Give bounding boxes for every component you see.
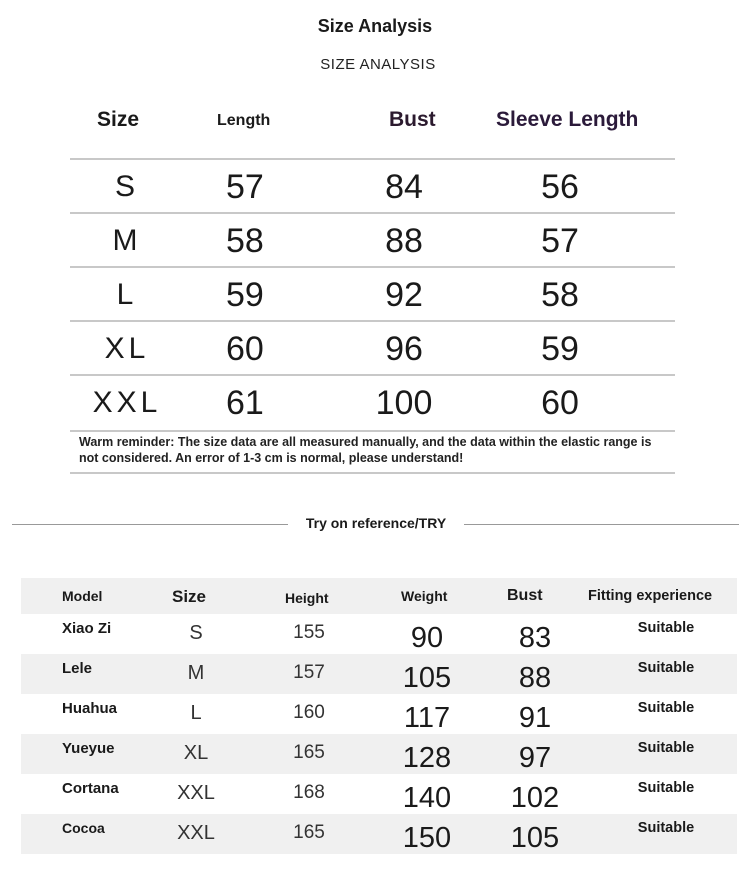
table-row <box>21 654 737 694</box>
model-cell: Yueyue <box>62 740 115 757</box>
fit-cell: Suitable <box>637 700 695 716</box>
size-cell: S <box>189 622 203 644</box>
column-header-length: Length <box>217 112 271 129</box>
weight-cell: 150 <box>402 822 452 854</box>
size-chart-header <box>70 96 675 160</box>
bust-cell: 96 <box>385 330 423 368</box>
table-row <box>70 322 675 376</box>
measurement-note: Warm reminder: The size data are all measured manually, and the data within the elastic range is not considered. An error of 1-3 cm is normal, please understand! <box>70 432 675 474</box>
height-cell: 155 <box>293 622 325 643</box>
column-header-bust: Bust <box>507 587 543 604</box>
fit-cell: Suitable <box>637 740 695 756</box>
fit-cell: Suitable <box>637 660 695 676</box>
table-row <box>21 734 737 774</box>
table-row <box>70 160 675 214</box>
column-header-model: Model <box>62 588 103 604</box>
fit-cell: Suitable <box>637 820 695 836</box>
height-cell: 165 <box>293 742 325 763</box>
table-row <box>70 214 675 268</box>
fit-cell: Suitable <box>637 780 695 796</box>
bust-cell: 83 <box>518 622 552 654</box>
height-cell: 165 <box>293 822 325 843</box>
model-cell: Xiao Zi <box>62 620 112 637</box>
weight-cell: 90 <box>410 622 444 654</box>
weight-cell: 128 <box>402 742 452 774</box>
bust-cell: 88 <box>518 662 552 694</box>
column-header-bust: Bust <box>389 108 436 131</box>
weight-cell: 117 <box>403 702 451 734</box>
length-cell: 60 <box>226 330 264 368</box>
size-cell: L <box>190 702 202 724</box>
column-header-size: Size <box>97 108 140 131</box>
page-title: Size Analysis <box>317 16 433 36</box>
table-row <box>21 814 737 854</box>
column-header-weight: Weight <box>401 588 448 604</box>
size-cell: XL <box>104 332 150 365</box>
sleeve-cell: 58 <box>541 276 579 314</box>
table-row <box>21 614 737 654</box>
sleeve-cell: 59 <box>541 330 579 368</box>
height-cell: 160 <box>293 702 325 723</box>
size-cell: M <box>187 662 205 684</box>
table-row <box>21 694 737 734</box>
column-header-fitting-experience: Fitting experience <box>588 588 713 604</box>
fit-cell: Suitable <box>637 620 695 636</box>
bust-cell: 91 <box>518 702 552 734</box>
try-on-header <box>21 578 737 614</box>
section-divider <box>12 515 739 533</box>
length-cell: 58 <box>226 222 264 260</box>
size-cell: XXL <box>92 386 162 419</box>
sleeve-cell: 57 <box>541 222 579 260</box>
divider-line-right <box>464 524 739 525</box>
size-cell: M <box>112 224 142 257</box>
length-cell: 59 <box>226 276 264 314</box>
height-cell: 168 <box>293 782 325 803</box>
table-row <box>70 268 675 322</box>
sleeve-cell: 60 <box>541 384 579 422</box>
bust-cell: 92 <box>385 276 423 314</box>
size-cell: S <box>114 170 139 203</box>
section-heading-try-on: Try on reference/TRY <box>305 515 447 531</box>
model-cell: Huahua <box>62 700 118 717</box>
length-cell: 61 <box>226 384 264 422</box>
sleeve-cell: 56 <box>541 168 579 206</box>
column-header-sleeve-length: Sleeve Length <box>496 108 639 131</box>
divider-line-left <box>12 524 288 525</box>
bust-cell: 100 <box>375 384 433 422</box>
table-row <box>21 774 737 814</box>
size-cell: L <box>116 278 138 311</box>
bust-cell: 84 <box>385 168 423 206</box>
model-cell: Cortana <box>62 780 119 797</box>
page-subtitle: SIZE ANALYSIS <box>320 56 436 73</box>
column-header-height: Height <box>285 590 329 606</box>
bust-cell: 102 <box>510 782 560 814</box>
length-cell: 57 <box>226 168 264 206</box>
weight-cell: 105 <box>402 662 452 694</box>
size-cell: XXL <box>177 782 215 804</box>
size-cell: XL <box>183 742 209 764</box>
size-cell: XXL <box>177 822 215 844</box>
weight-cell: 140 <box>402 782 452 814</box>
model-cell: Lele <box>62 660 93 677</box>
column-header-size: Size <box>172 587 207 606</box>
bust-cell: 97 <box>518 742 552 774</box>
try-on-table <box>21 578 737 854</box>
table-row <box>70 376 675 432</box>
bust-cell: 105 <box>510 822 560 854</box>
bust-cell: 88 <box>385 222 423 260</box>
size-chart-table <box>70 96 675 474</box>
model-cell: Cocoa <box>62 820 105 836</box>
height-cell: 157 <box>293 662 325 683</box>
